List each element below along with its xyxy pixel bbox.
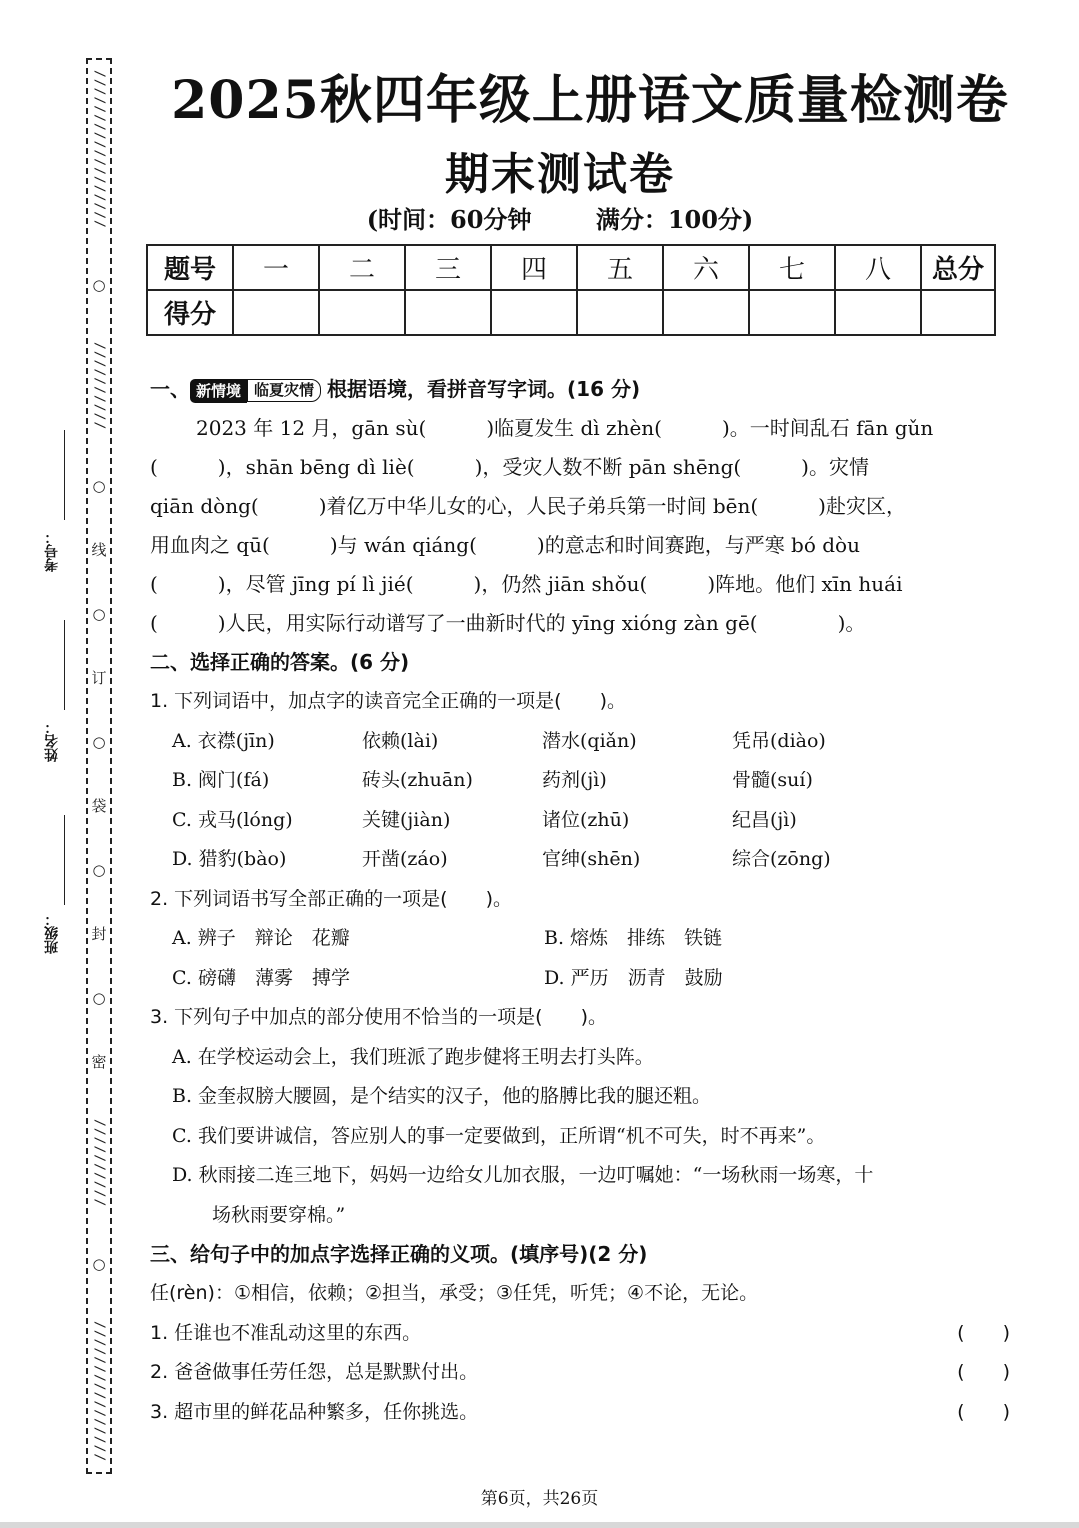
option-cell: D. 严历 沥青 鼓励 (544, 966, 723, 989)
option-cell: B. 熔炼 排练 铁链 (544, 927, 723, 949)
binding-char-line: 线 (91, 541, 107, 560)
option-cell: 综合(zōng) (732, 848, 831, 870)
binding-slashes: //////////////// (91, 1320, 107, 1462)
q2-options (172, 919, 1012, 998)
page-number: 第6页，共26页 (480, 1489, 599, 1509)
class-line (64, 815, 65, 905)
linxia-tag: 临夏灾情 (247, 379, 321, 402)
exam-no-label: 考号： (44, 530, 60, 572)
question-2-2: 2. 下列词语书写全部正确的一项是( )。 (150, 887, 512, 910)
score-header-cell: 八 (835, 245, 921, 290)
section-1-number: 一、 (150, 377, 190, 401)
option-cell: A. 辨子 辩论 花瓣 (172, 927, 350, 949)
option-line: C. 我们要讲诚信，答应别人的事一定要做到，正所谓“机不可失，时不再来”。 (172, 1124, 826, 1147)
score-cell[interactable] (577, 290, 663, 335)
question-2-3: 3. 下列句子中加点的部分使用不恰当的一项是( )。 (150, 1006, 607, 1028)
option-cell: 潜水(qiǎn) (542, 729, 637, 752)
item-text: 3. 超市里的鲜花品种繁多，任你挑选。 (150, 1400, 479, 1423)
s1-line: 2023 年 12 月，gān sù( )临夏发生 dì zhèn( )。一时间乱石 fān gǔn (196, 416, 934, 440)
s1-line: ( )人民，用实际行动谱写了一曲新时代的 yīng xióng zàn gē( )。 (150, 611, 866, 635)
option-cell: 关键(jiàn) (362, 808, 451, 831)
binding-circle: ○ (92, 1254, 106, 1273)
option-cell: 依赖(lài) (362, 729, 439, 752)
name-line (64, 620, 65, 710)
binding-circle: ○ (92, 275, 106, 294)
s1-line: 用血肉之 qū( )与 wán qiáng( )的意志和时间赛跑，与严寒 bó dòu (150, 533, 860, 557)
answer-row (150, 1393, 1012, 1433)
answer-row (150, 1353, 1012, 1393)
binding-slashes: ////////// (91, 341, 107, 431)
binding-circle: ○ (92, 989, 106, 1008)
s1-line: ( )，尽管 jīng pí lì jié( )，仍然 jiān shǒu( )阵地。他们 xīn huái (150, 572, 903, 596)
exam-no-line (64, 430, 65, 520)
section-1-title: 根据语境，看拼音写字词。(16 分) (327, 377, 641, 401)
option-line: D. 秋雨接二连三地下，妈妈一边给女儿加衣服，一边叮嘱她：“一场秋雨一场寒，十 (172, 1164, 874, 1186)
option-cell: D. 猎豹(bào) (172, 848, 287, 870)
score-cell[interactable] (749, 290, 835, 335)
option-line: A. 在学校运动会上，我们班派了跑步健将王明去打头阵。 (172, 1045, 654, 1068)
option-cell: C. 戎马(lóng) (172, 808, 293, 831)
score-cell[interactable] (835, 290, 921, 335)
binding-slashes: ////////// (91, 1119, 107, 1208)
answer-row (150, 1314, 1012, 1354)
page-title: 2025秋四年级上册语文质量检测卷 (171, 70, 1009, 131)
score-cell[interactable] (319, 290, 405, 335)
binding-circle: ○ (92, 605, 106, 624)
option-cell: 药剂(jì) (542, 769, 607, 791)
binding-strip (86, 58, 112, 1474)
score-cell[interactable] (663, 290, 749, 335)
score-cell[interactable] (921, 290, 995, 335)
score-table-header-row (147, 245, 995, 290)
option-line: 场秋雨要穿棉。” (212, 1203, 346, 1226)
option-cell: 诸位(zhū) (542, 808, 630, 831)
option-cell: A. 衣襟(jīn) (172, 729, 275, 752)
score-table (146, 244, 996, 336)
score-header-cell: 四 (491, 245, 577, 290)
score-cell[interactable] (233, 290, 319, 335)
binding-char-mi: 密 (91, 1053, 107, 1072)
name-label: 姓名： (44, 720, 60, 762)
answer-blank[interactable]: ( ) (957, 1361, 1010, 1383)
score-cell[interactable] (405, 290, 491, 335)
score-header-cell: 题号 (147, 245, 233, 290)
score-header-cell: 六 (663, 245, 749, 290)
score-header-cell: 一 (233, 245, 319, 290)
exam-content (150, 370, 1012, 1432)
score-header-cell: 七 (749, 245, 835, 290)
s1-line: qiān dòng( )着亿万中华儿女的心，人民子弟兵第一时间 bēn( )赴灾区， (150, 494, 906, 518)
section-1-heading (150, 370, 1012, 409)
binding-circle: ○ (92, 733, 106, 752)
full-score: 满分：100分) (595, 205, 754, 234)
bottom-bar (0, 1522, 1079, 1528)
score-header-cell: 二 (319, 245, 405, 290)
binding-char-dai: 袋 (91, 797, 107, 816)
option-line: B. 金奎叔膀大腰圆，是个结实的汉子，他的胳膊比我的腿还粗。 (172, 1085, 712, 1107)
score-table-score-row (147, 290, 995, 335)
class-label: 班级： (44, 912, 60, 954)
binding-char-ding: 订 (91, 669, 107, 688)
page-subtitle: 期末测试卷 (445, 149, 675, 200)
option-cell: 官绅(shēn) (542, 848, 641, 870)
option-cell: C. 磅礴 薄雾 搏学 (172, 966, 350, 989)
option-cell: 砖头(zhuān) (362, 769, 473, 791)
option-cell: 纪昌(jì) (732, 808, 797, 831)
binding-char-feng: 封 (91, 925, 107, 944)
score-cell[interactable] (491, 290, 577, 335)
definition-line: 任(rèn)：①相信，依赖；②担当，承受；③任凭，听凭；④不论，无论。 (150, 1282, 759, 1304)
option-cell: 开凿(záo) (362, 848, 448, 870)
time-info (140, 200, 980, 235)
score-header-cell: 五 (577, 245, 663, 290)
option-cell: B. 阀门(fá) (172, 769, 270, 791)
q1-options (172, 722, 1012, 880)
option-cell: 骨髓(suí) (732, 769, 813, 791)
binding-slashes: ////////////////// (91, 70, 107, 229)
item-text: 1. 任谁也不准乱动这里的东西。 (150, 1321, 422, 1344)
score-header-cell: 三 (405, 245, 491, 290)
section-2-heading: 二、选择正确的答案。(6 分) (150, 650, 410, 674)
answer-blank[interactable]: ( ) (957, 1321, 1010, 1344)
item-text: 2. 爸爸做事任劳任怨，总是默默付出。 (150, 1361, 479, 1383)
score-row-label: 得分 (147, 290, 233, 335)
section-3-heading: 三、给句子中的加点字选择正确的义项。(填序号)(2 分) (150, 1242, 648, 1266)
new-context-tag: 新情境 (190, 379, 247, 403)
time-limit: (时间：60分钟 (366, 205, 532, 234)
s1-line: ( )，shān bēng dì liè( )，受灾人数不断 pān shēng( )。灾情 (150, 455, 869, 479)
question-2-1: 1. 下列词语中，加点字的读音完全正确的一项是( )。 (150, 690, 626, 712)
binding-circle: ○ (92, 477, 106, 496)
answer-blank[interactable]: ( ) (957, 1400, 1010, 1423)
option-cell: 凭吊(diào) (732, 729, 826, 752)
score-header-cell: 总分 (921, 245, 995, 290)
binding-circle: ○ (92, 861, 106, 880)
